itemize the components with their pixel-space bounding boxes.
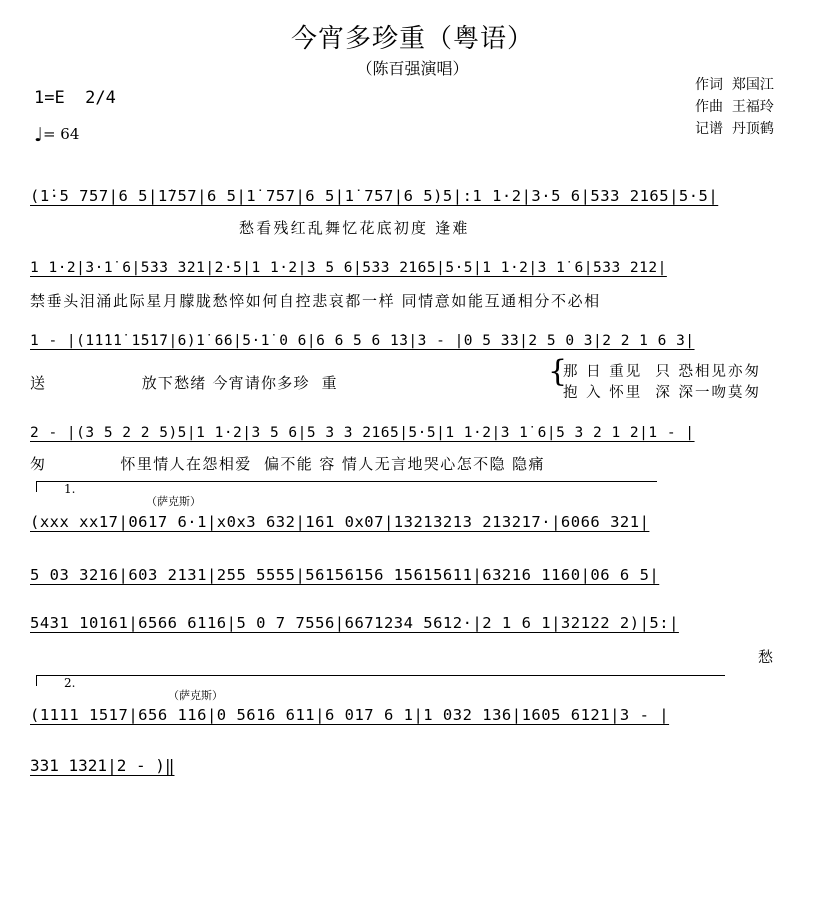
composer-credit: 作曲 王福玲 [695,99,774,115]
lyric-verse-b: 抱 入 怀里 深 深一吻莫匆 [563,385,762,401]
first-ending-label: 1. [64,482,76,496]
sax-annotation-2: （萨克斯） [168,689,223,702]
lyricist-credit: 作词 郑国江 [695,77,774,93]
score-line-6: 5 03 3216|603 2131|255 5555|56156156 15615611|63216 1160|06 6 5| [30,566,660,584]
transcriber-credit: 记谱 丹顶鹤 [695,121,774,137]
lyric-line-2: 禁垂头泪涌此际星月朦胧愁悴如何自控悲哀都一样 同情意如能互通相分不必相 [30,292,601,310]
quarter-note-icon: ♩ [34,124,43,146]
singer-credit: （陈百强演唱） [356,59,469,78]
first-ending-bracket [36,481,657,492]
lyric-verse-a: 那 日 重见 只 恐相见亦匆 [563,364,762,380]
score-line-9: 331 1321|2 - )‖ [30,756,175,775]
second-ending-bracket [36,675,725,686]
verse-brace: { [548,354,568,389]
score-line-2: 1 1·2|3·1̇ 6|533 321|2·5|1 1·2|3 5 6|533 2165|5·5|1 1·2|3 1̇ 6|533 212| [30,260,667,276]
song-title: 今宵多珍重（粤语） [290,24,534,54]
score-line-8: (1111 1517|656 116|0 5616 611|6 017 6 1|1 032 136|1605 6121|3 - | [30,706,670,724]
lyric-line-1: 愁看残红乱舞忆花底初度 逢难 [30,219,470,237]
score-line-5: (xxx xx17|0617 6·1|x0x3 632|161 0x07|13213213 213217·|6066 321| [30,513,650,531]
lyric-line-4: 匆 怀里情人在怨相爱 偏不能 容 情人无言地哭心怎不隐 隐痛 [30,455,545,473]
score-line-4: 2 - |(3 5 2 2 5)5|1 1·2|3 5 6|5 3 3 2165|5·5|1 1·2|3 1̇ 6|5 3 2 1 2|1 - | [30,425,695,441]
key-signature: 1=E 2/4 [34,88,116,108]
sax-annotation-1: （萨克斯） [146,495,201,508]
lyric-line-3: 送 放下愁绪 今宵请你多珍 重 [30,374,338,392]
second-ending-label: 2. [64,676,76,690]
lyric-line-7: 愁 [758,648,776,666]
score-line-3: 1 - |(1̇1̇1̇1̇ 1̇5̇1̇7|6)1̇ 66|5·1̇ 0 6|6 6 5 6 1̇3|3 - |0 5 33|2 5 0 3|2 2 1 6 3| [30,333,695,349]
tempo-marking [34,124,79,146]
tempo-value: = 64 [42,125,80,143]
score-line-1: (1̇·5 757|6 5|1̇757|6 5|1̇ 757|6 5|1̇ 757|6 5)5|:1 1·2|3·5 6|533 2165|5·5| [30,187,719,205]
score-line-7: 5431 10161|6566 6116|5 0 7 7556|6671234 5612·|2 1 6 1|32122 2)|5:| [30,614,679,632]
